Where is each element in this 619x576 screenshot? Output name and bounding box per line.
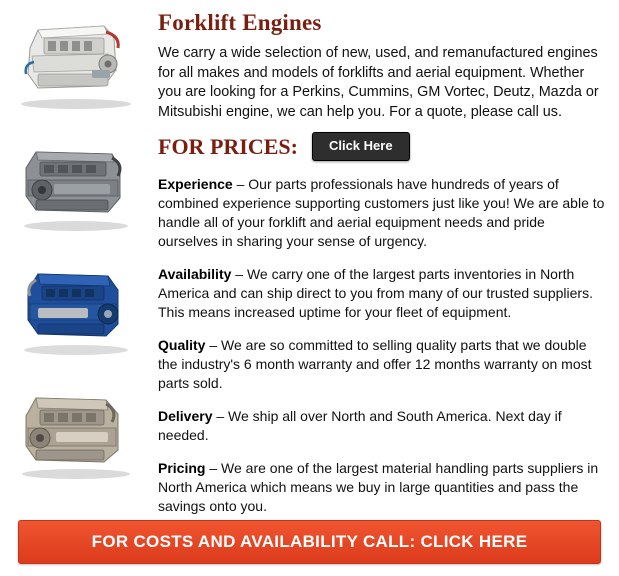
click-here-button[interactable]: Click Here [312, 132, 410, 161]
feature-availability [158, 265, 607, 322]
feature-pricing-text: – We are one of the largest material handling parts suppliers in North America which means we buy in large quantities and pass the savings onto you. [158, 460, 599, 514]
intro-paragraph: We carry a wide selection of new, used, and remanufactured engines for all makes and models of forklifts and aerial equipment. Whether you are looking for a Perkins, Cummins, GM Vortec, Deutz, Mazda or Mitsubishi engine, we can help you. For a quote, please call us. [158, 45, 599, 120]
forklift-engine-white-image [8, 8, 142, 112]
feature-pricing-name: Pricing [158, 460, 206, 476]
forklift-engine-tan-image [8, 380, 142, 484]
engine-photo-2[interactable] [8, 132, 142, 236]
forklift-engine-gray-image [8, 132, 142, 236]
feature-delivery-name: Delivery [158, 408, 213, 424]
article-content [148, 6, 611, 530]
page-title: Forklift Engines [158, 10, 322, 35]
feature-delivery [158, 407, 607, 445]
feature-pricing [158, 459, 607, 516]
engine-photo-4[interactable] [8, 380, 142, 484]
for-prices-label: FOR PRICES: [158, 133, 298, 159]
feature-experience [158, 175, 607, 251]
feature-delivery-text: – We ship all over North and South America. Next day if needed. [158, 408, 562, 443]
engine-photo-3[interactable] [8, 256, 142, 360]
for-prices-row [158, 132, 607, 161]
feature-quality [158, 336, 607, 393]
engine-photo-gallery [8, 6, 148, 484]
feature-availability-text: – We carry one of the largest parts inventories in North America and can ship direct to you from many of our trusted suppliers. This means increased uptime for your fleet of equipment. [158, 266, 593, 320]
feature-availability-name: Availability [158, 266, 232, 282]
feature-experience-text: – Our parts professionals have hundreds of years of combined experience supporting customers just like you! We are able to handle all of your forklift and aerial equipment needs and pride ourselves in sharing your sense of urgency. [158, 176, 605, 249]
engine-photo-1[interactable] [8, 8, 142, 112]
forklift-engine-blue-image [8, 256, 142, 360]
feature-experience-name: Experience [158, 176, 233, 192]
cta-call-button[interactable]: FOR COSTS AND AVAILABILITY CALL: CLICK HERE [18, 520, 601, 564]
feature-quality-name: Quality [158, 337, 206, 353]
main-layout [8, 6, 611, 530]
feature-quality-text: – We are so committed to selling quality parts that we double the industry's 6 month warranty and offer 12 months warranty on most parts sold. [158, 337, 592, 391]
